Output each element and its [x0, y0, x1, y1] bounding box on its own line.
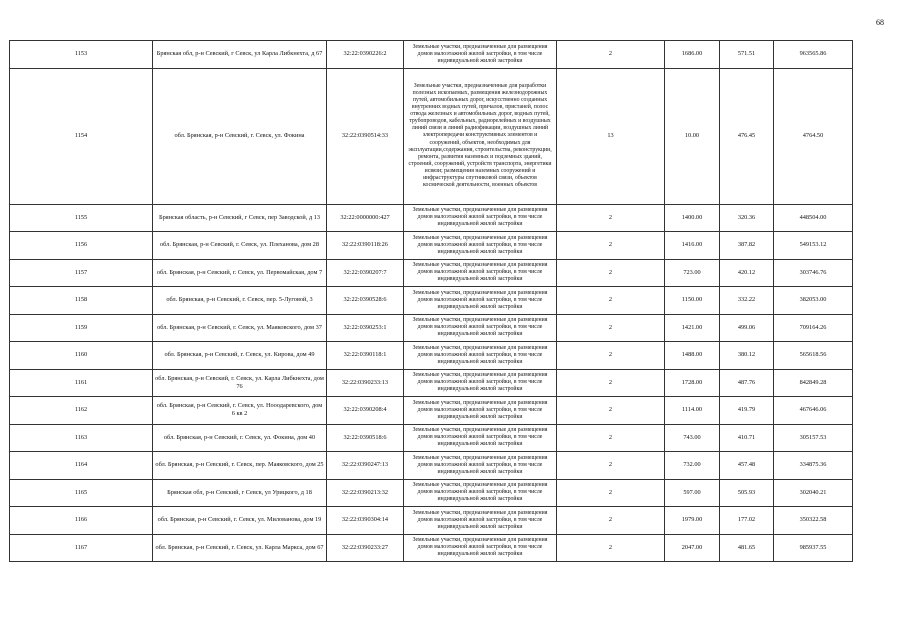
land-use-cell: Земельные участки, предназначенные для размещения домов малоэтажной жилой застройки, в том числе индивидуальной жилой застройки: [404, 397, 557, 425]
cadastral-value-cell: 4764.50: [774, 68, 853, 204]
land-use-cell: Земельные участки, предназначенные для размещения домов малоэтажной жилой застройки, в том числе индивидуальной жилой застройки: [404, 259, 557, 287]
land-registry-table: [9, 40, 853, 562]
area-cell: 1400.00: [665, 204, 720, 232]
area-cell: 1421.00: [665, 314, 720, 342]
group-number-cell: 2: [557, 342, 665, 370]
table-row: [10, 204, 853, 232]
record-number-cell: 1159: [10, 314, 153, 342]
cadastral-value-cell: 350322.58: [774, 507, 853, 535]
area-cell: 2047.00: [665, 534, 720, 562]
address-cell: обл. Брянская, р-н Севский, г. Севск, ул. Первомайская, дом 7: [153, 259, 327, 287]
group-number-cell: 13: [557, 68, 665, 204]
address-cell: обл. Брянская, р-н Севский, г. Севск, ул. Карла Маркса, дом 67: [153, 534, 327, 562]
area-cell: 1979.00: [665, 507, 720, 535]
table-row: [10, 507, 853, 535]
cadastral-number-cell: 32:22:0390118:1: [327, 342, 404, 370]
land-use-cell: Земельные участки, предназначенные для размещения домов малоэтажной жилой застройки, в том числе индивидуальной жилой застройки: [404, 507, 557, 535]
record-number-cell: 1167: [10, 534, 153, 562]
page-number: 68: [876, 18, 884, 27]
cadastral-number-cell: 32:22:0390304:14: [327, 507, 404, 535]
record-number-cell: 1165: [10, 479, 153, 507]
table-row: [10, 534, 853, 562]
land-use-cell: Земельные участки, предназначенные для размещения домов малоэтажной жилой застройки, в том числе индивидуальной жилой застройки: [404, 479, 557, 507]
cadastral-value-cell: 467646.06: [774, 397, 853, 425]
land-use-cell: Земельные участки, предназначенные для размещения домов малоэтажной жилой застройки, в том числе индивидуальной жилой застройки: [404, 287, 557, 315]
record-number-cell: 1158: [10, 287, 153, 315]
cadastral-number-cell: 32:22:0390233:13: [327, 369, 404, 397]
cadastral-value-cell: 303746.76: [774, 259, 853, 287]
cadastral-number-cell: 32:22:0390528:6: [327, 287, 404, 315]
cadastral-value-cell: 305157.53: [774, 424, 853, 452]
specific-value-cell: 457.48: [720, 452, 774, 480]
table-row: [10, 68, 853, 204]
land-use-cell: Земельные участки, предназначенные для размещения домов малоэтажной жилой застройки, в том числе индивидуальной жилой застройки: [404, 314, 557, 342]
cadastral-number-cell: 32:22:0390247:13: [327, 452, 404, 480]
cadastral-number-cell: 32:22:0390207:7: [327, 259, 404, 287]
group-number-cell: 2: [557, 314, 665, 342]
area-cell: 1114.00: [665, 397, 720, 425]
record-number-cell: 1162: [10, 397, 153, 425]
group-number-cell: 2: [557, 452, 665, 480]
area-cell: 597.00: [665, 479, 720, 507]
record-number-cell: 1164: [10, 452, 153, 480]
cadastral-value-cell: 382053.00: [774, 287, 853, 315]
cadastral-value-cell: 963565.86: [774, 41, 853, 69]
table-row: [10, 424, 853, 452]
specific-value-cell: 387.82: [720, 232, 774, 260]
record-number-cell: 1156: [10, 232, 153, 260]
specific-value-cell: 487.76: [720, 369, 774, 397]
record-number-cell: 1163: [10, 424, 153, 452]
specific-value-cell: 571.51: [720, 41, 774, 69]
group-number-cell: 2: [557, 41, 665, 69]
address-cell: обл. Брянская, р-н Севский, г. Севск, ул. Плеханова, дом 28: [153, 232, 327, 260]
table-row: [10, 314, 853, 342]
cadastral-number-cell: 32:22:0390514:33: [327, 68, 404, 204]
land-use-cell: Земельные участки, предназначенные для размещения домов малоэтажной жилой застройки, в том числе индивидуальной жилой застройки: [404, 534, 557, 562]
cadastral-value-cell: 842849.28: [774, 369, 853, 397]
group-number-cell: 2: [557, 507, 665, 535]
land-use-cell: Земельные участки, предназначенные для размещения домов малоэтажной жилой застройки, в том числе индивидуальной жилой застройки: [404, 232, 557, 260]
table-row: [10, 232, 853, 260]
group-number-cell: 2: [557, 287, 665, 315]
address-cell: обл. Брянская, р-н Севский, г. Севск, ул. Карла Либкнехта, дом 76: [153, 369, 327, 397]
cadastral-number-cell: 32:22:0390518:6: [327, 424, 404, 452]
group-number-cell: 2: [557, 204, 665, 232]
table-row: [10, 342, 853, 370]
land-use-cell: Земельные участки, предназначенные для размещения домов малоэтажной жилой застройки, в том числе индивидуальной жилой застройки: [404, 369, 557, 397]
address-cell: Брянская область, р-н Севский, г Севск, пер Заводской, д 13: [153, 204, 327, 232]
cadastral-value-cell: 985937.55: [774, 534, 853, 562]
table-row: [10, 397, 853, 425]
group-number-cell: 2: [557, 534, 665, 562]
table-row: [10, 259, 853, 287]
land-use-cell: Земельные участки, предназначенные для разработки полезных ископаемых, размещения железнодорожных путей, автомобильных дорог, искусственно созданных внутренних водных путей, причалов, пристаней, полос отвода железных и автомобильных дорог, водных путей, трубопроводов, кабельных, радиорелейных и воздушных линий связи и линий радиофикации, воздушных линий электропередачи конструктивных элементов и сооружений, объектов, необходимых для эксплуатации,содержания, строительства, реконструкции, ремонта, развития наземных и подземных зданий, строений, сооружений, устройств транспорта, энергетики исвязи; размещения наземных сооружений и инфраструктуры спутниковой связи, объектов космической деятельности, военных объектов: [404, 68, 557, 204]
land-use-cell: Земельные участки, предназначенные для размещения домов малоэтажной жилой застройки, в том числе индивидуальной жилой застройки: [404, 424, 557, 452]
address-cell: обл. Брянская, р-н Севский, г. Севск, ул. Фокина, дом 40: [153, 424, 327, 452]
address-cell: обл. Брянская, р-н Севский, г. Севск, ул. Нооодаревского, дом 6 кв 2: [153, 397, 327, 425]
specific-value-cell: 410.71: [720, 424, 774, 452]
specific-value-cell: 419.79: [720, 397, 774, 425]
specific-value-cell: 320.36: [720, 204, 774, 232]
area-cell: 743.00: [665, 424, 720, 452]
group-number-cell: 2: [557, 424, 665, 452]
area-cell: 1488.00: [665, 342, 720, 370]
address-cell: Брянская обл, р-н Севский, г Севск, ул Карла Либкнехта, д 67: [153, 41, 327, 69]
land-use-cell: Земельные участки, предназначенные для размещения домов малоэтажной жилой застройки, в том числе индивидуальной жилой застройки: [404, 452, 557, 480]
specific-value-cell: 177.02: [720, 507, 774, 535]
area-cell: 1728.00: [665, 369, 720, 397]
area-cell: 732.00: [665, 452, 720, 480]
record-number-cell: 1155: [10, 204, 153, 232]
record-number-cell: 1161: [10, 369, 153, 397]
specific-value-cell: 380.12: [720, 342, 774, 370]
record-number-cell: 1153: [10, 41, 153, 69]
table-body: [10, 41, 853, 562]
address-cell: обл. Брянская, р-н Севский, г. Севск, ул. Кирова, дом 49: [153, 342, 327, 370]
land-use-cell: Земельные участки, предназначенные для размещения домов малоэтажной жилой застройки, в том числе индивидуальной жилой застройки: [404, 204, 557, 232]
cadastral-number-cell: 32:22:0390253:1: [327, 314, 404, 342]
cadastral-value-cell: 565618.56: [774, 342, 853, 370]
address-cell: обл. Брянская, р-н Севский, г. Севск, ул. Милованова, дом 19: [153, 507, 327, 535]
table-row: [10, 452, 853, 480]
cadastral-value-cell: 302040.21: [774, 479, 853, 507]
address-cell: обл. Брянская, р-н Севский, г. Севск, пер. Маяковского, дом 25: [153, 452, 327, 480]
cadastral-value-cell: 334875.36: [774, 452, 853, 480]
specific-value-cell: 499.06: [720, 314, 774, 342]
table-row: [10, 479, 853, 507]
cadastral-number-cell: 32:22:0390233:27: [327, 534, 404, 562]
cadastral-number-cell: 32:22:0390213:32: [327, 479, 404, 507]
cadastral-number-cell: 32:22:0390226:2: [327, 41, 404, 69]
record-number-cell: 1157: [10, 259, 153, 287]
area-cell: 1686.00: [665, 41, 720, 69]
table-row: [10, 369, 853, 397]
cadastral-value-cell: 709164.26: [774, 314, 853, 342]
cadastral-number-cell: 32:22:0000000:427: [327, 204, 404, 232]
group-number-cell: 2: [557, 369, 665, 397]
specific-value-cell: 476.45: [720, 68, 774, 204]
address-cell: обл. Брянская, р-н Севский, г. Севск, пер. 5-Луговой, 3: [153, 287, 327, 315]
specific-value-cell: 481.65: [720, 534, 774, 562]
area-cell: 1150.00: [665, 287, 720, 315]
address-cell: Брянская обл, р-н Севский, г Севск, ул Урицкого, д 18: [153, 479, 327, 507]
record-number-cell: 1166: [10, 507, 153, 535]
cadastral-number-cell: 32:22:0390208:4: [327, 397, 404, 425]
specific-value-cell: 332.22: [720, 287, 774, 315]
area-cell: 1416.00: [665, 232, 720, 260]
group-number-cell: 2: [557, 232, 665, 260]
address-cell: обл. Брянская, р-н Севский, г. Севск, ул. Маяковского, дом 37: [153, 314, 327, 342]
cadastral-value-cell: 549153.12: [774, 232, 853, 260]
record-number-cell: 1160: [10, 342, 153, 370]
specific-value-cell: 420.12: [720, 259, 774, 287]
group-number-cell: 2: [557, 397, 665, 425]
land-use-cell: Земельные участки, предназначенные для размещения домов малоэтажной жилой застройки, в том числе индивидуальной жилой застройки: [404, 41, 557, 69]
record-number-cell: 1154: [10, 68, 153, 204]
group-number-cell: 2: [557, 259, 665, 287]
cadastral-number-cell: 32:22:0390118:26: [327, 232, 404, 260]
specific-value-cell: 505.93: [720, 479, 774, 507]
table-row: [10, 287, 853, 315]
table-row: [10, 41, 853, 69]
cadastral-value-cell: 448504.00: [774, 204, 853, 232]
land-use-cell: Земельные участки, предназначенные для размещения домов малоэтажной жилой застройки, в том числе индивидуальной жилой застройки: [404, 342, 557, 370]
address-cell: обл. Брянская, р-н Севский, г. Севск, ул. Фокина: [153, 68, 327, 204]
area-cell: 10.00: [665, 68, 720, 204]
group-number-cell: 2: [557, 479, 665, 507]
area-cell: 723.00: [665, 259, 720, 287]
